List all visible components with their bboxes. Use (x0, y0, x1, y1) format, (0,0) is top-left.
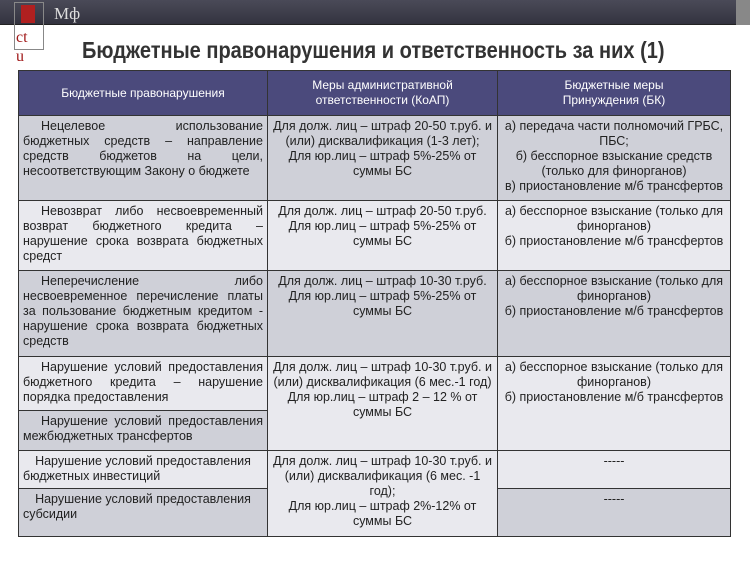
header-budget: Бюджетные меры Принуждения (БК) (498, 71, 731, 116)
violation-cell: Неперечисление либо несвоевременное перечисление платы за пользование бюджетным кредитом - нарушение срока возврата бюджетных средств (19, 271, 268, 357)
violation-cell: Нарушение условий предоставления бюджетного кредита – нарушение порядка предоставления (19, 357, 268, 411)
header-violations: Бюджетные правонарушения (19, 71, 268, 116)
logo-icon (21, 5, 35, 23)
budget-cell: а) передача части полномочий ГРБС, ПБС; б) бесспорное взыскание средств (только для финорганов) в) приостановление м/б трансфертов (498, 116, 731, 201)
violations-table (18, 70, 731, 537)
table-row (19, 357, 731, 411)
violation-cell: Нарушение условий предоставления межбюджетных трансфертов (19, 411, 268, 451)
scrollbar[interactable] (736, 0, 750, 25)
table-row (19, 451, 731, 489)
budget-cell: ----- (498, 451, 731, 489)
admin-cell: Для долж. лиц – штраф 10-30 т.руб. и (или) дисквалификация (6 мес. -1 год); Для юр.лиц – штраф 2%-12% от суммы БС (268, 451, 498, 537)
violation-cell: Нарушение условий предоставления субсидии (19, 489, 268, 537)
admin-cell: Для долж. лиц – штраф 10-30 т.руб. и (или) дисквалификация (6 мес.-1 год) Для юр.лиц – штраф 2 – 12 % от суммы БС (268, 357, 498, 451)
admin-cell: Для долж. лиц – штраф 20-50 т.руб. Для юр.лиц – штраф 5%-25% от суммы БС (268, 201, 498, 271)
logo-mark: Мф (54, 4, 81, 23)
admin-cell: Для долж. лиц – штраф 20-50 т.руб. и (или) дисквалификация (1-3 лет); Для юр.лиц – штраф 5%-25% от суммы БС (268, 116, 498, 201)
violation-cell: Невозврат либо несвоевременный возврат бюджетного кредита – нарушение срока возврата бюджетных средст (19, 201, 268, 271)
table-row (19, 116, 731, 201)
budget-cell: а) бесспорное взыскание (только для финорганов) б) приостановление м/б трансфертов (498, 357, 731, 451)
table-row (19, 271, 731, 357)
violation-cell: Нецелевое использование бюджетных средств – направление средств бюджетов на цели, несоответствующим Закону о бюджете (19, 116, 268, 201)
table-header (19, 71, 731, 116)
page-title: Бюджетные правонарушения и ответственность за них (1) (82, 37, 665, 63)
budget-cell: а) бесспорное взыскание (только для финорганов) б) приостановление м/б трансфертов (498, 271, 731, 357)
table-row (19, 201, 731, 271)
header-admin: Меры административной ответственности (КоАП) (268, 71, 498, 116)
top-bar (0, 0, 750, 25)
budget-cell: а) бесспорное взыскание (только для финорганов) б) приостановление м/б трансфертов (498, 201, 731, 271)
budget-cell: ----- (498, 489, 731, 537)
admin-cell: Для долж. лиц – штраф 10-30 т.руб. Для юр.лиц – штраф 5%-25% от суммы БС (268, 271, 498, 357)
violation-cell: Нарушение условий предоставления бюджетных инвестиций (19, 451, 268, 489)
logo-sub: ct u (16, 29, 28, 65)
